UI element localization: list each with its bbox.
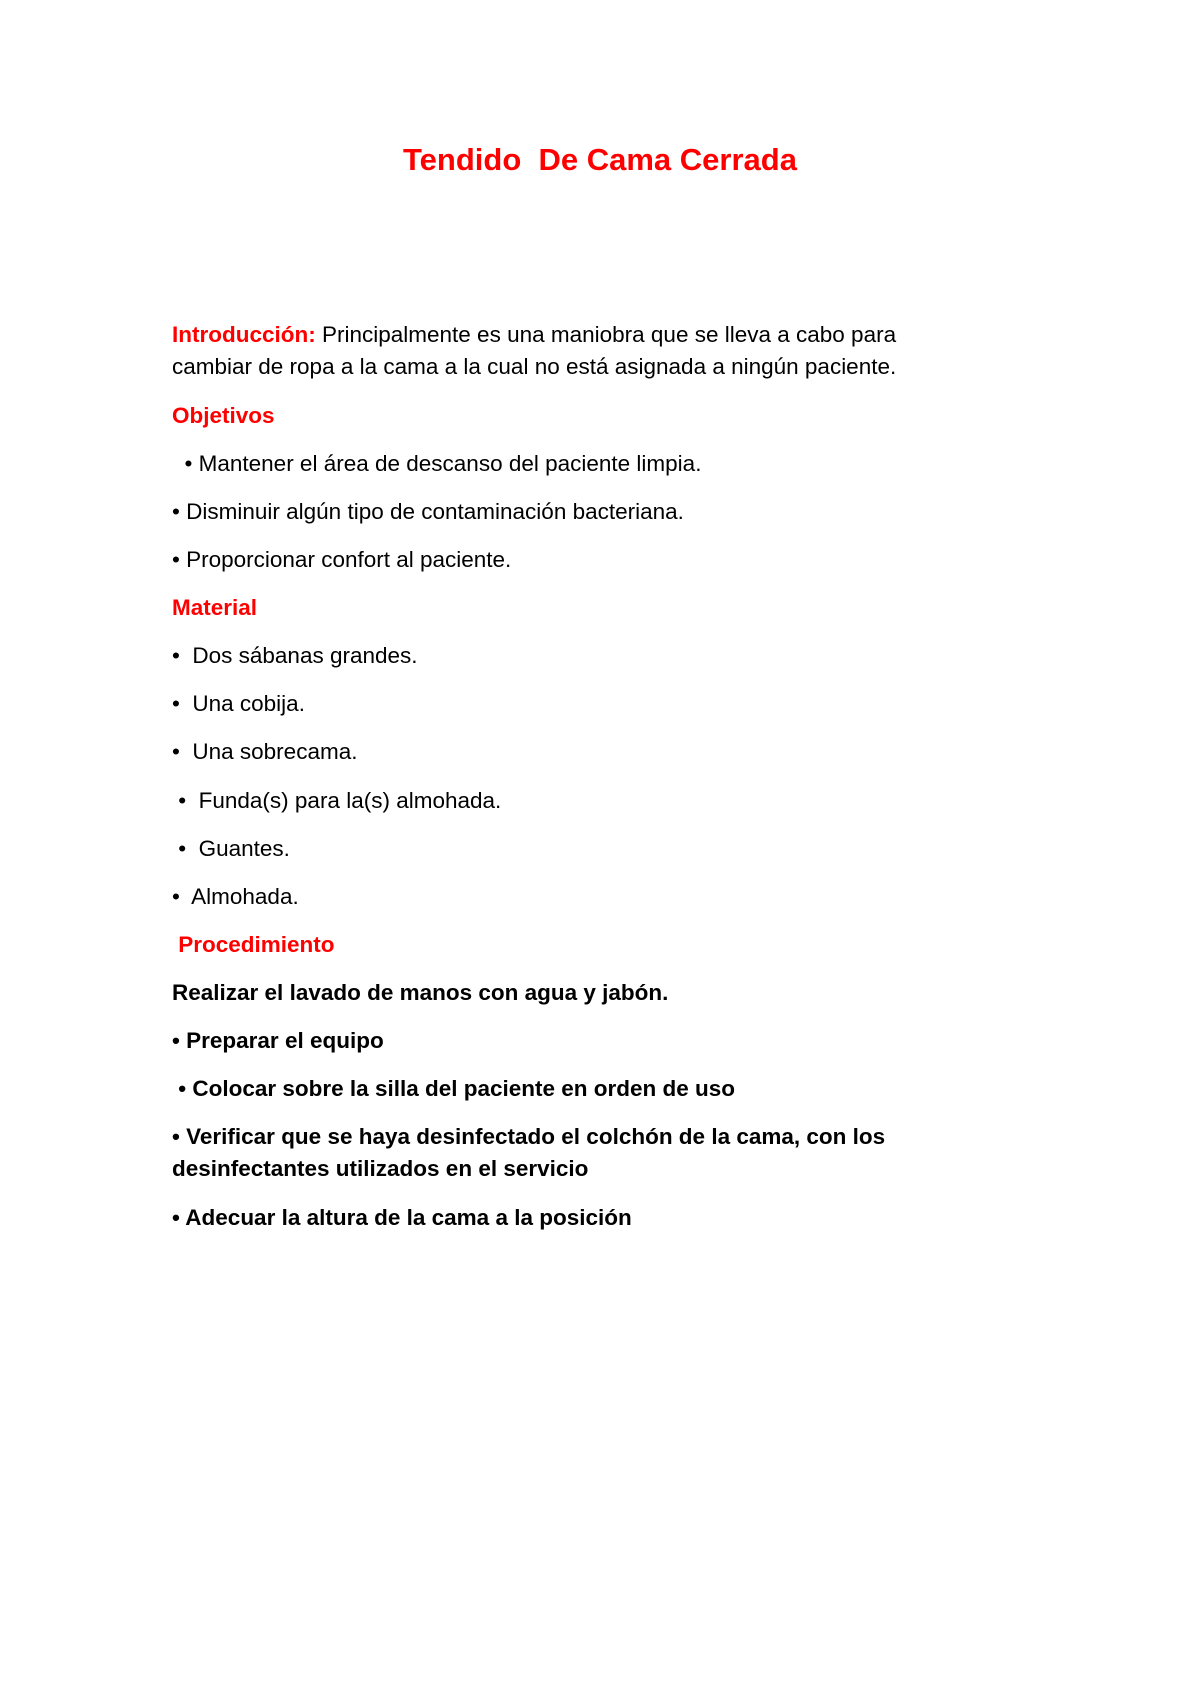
- objective-item: • Mantener el área de descanso del paciente limpia.: [172, 451, 702, 476]
- introduction-text-1: Principalmente es una maniobra que se lleva a cabo para: [315, 322, 897, 347]
- material-item: • Guantes.: [172, 836, 290, 861]
- material-item: • Una sobrecama.: [172, 739, 358, 764]
- procedure-item-continuation: desinfectantes utilizados en el servicio: [172, 1156, 589, 1181]
- procedure-heading: Procedimiento: [172, 932, 335, 957]
- objective-item: • Proporcionar confort al paciente.: [172, 547, 512, 572]
- procedure-item: • Preparar el equipo: [172, 1028, 384, 1053]
- procedure-item: Realizar el lavado de manos con agua y jabón.: [172, 980, 669, 1005]
- material-heading: Material: [172, 595, 258, 620]
- document-title: Tendido De Cama Cerrada: [403, 142, 797, 177]
- objectives-heading: Objetivos: [172, 403, 275, 428]
- introduction-label: Introducción:: [172, 322, 316, 347]
- procedure-item: • Adecuar la altura de la cama a la posición: [172, 1205, 632, 1230]
- introduction-line-1: [172, 319, 896, 351]
- procedure-item: • Verificar que se haya desinfectado el colchón de la cama, con los: [172, 1124, 886, 1149]
- material-item: • Una cobija.: [172, 691, 305, 716]
- objective-item: • Disminuir algún tipo de contaminación bacteriana.: [172, 499, 684, 524]
- introduction-line-2: cambiar de ropa a la cama a la cual no está asignada a ningún paciente.: [172, 354, 897, 379]
- material-item: • Dos sábanas grandes.: [172, 643, 418, 668]
- procedure-item: • Colocar sobre la silla del paciente en orden de uso: [172, 1076, 736, 1101]
- material-item: • Almohada.: [172, 884, 299, 909]
- material-item: • Funda(s) para la(s) almohada.: [172, 788, 502, 813]
